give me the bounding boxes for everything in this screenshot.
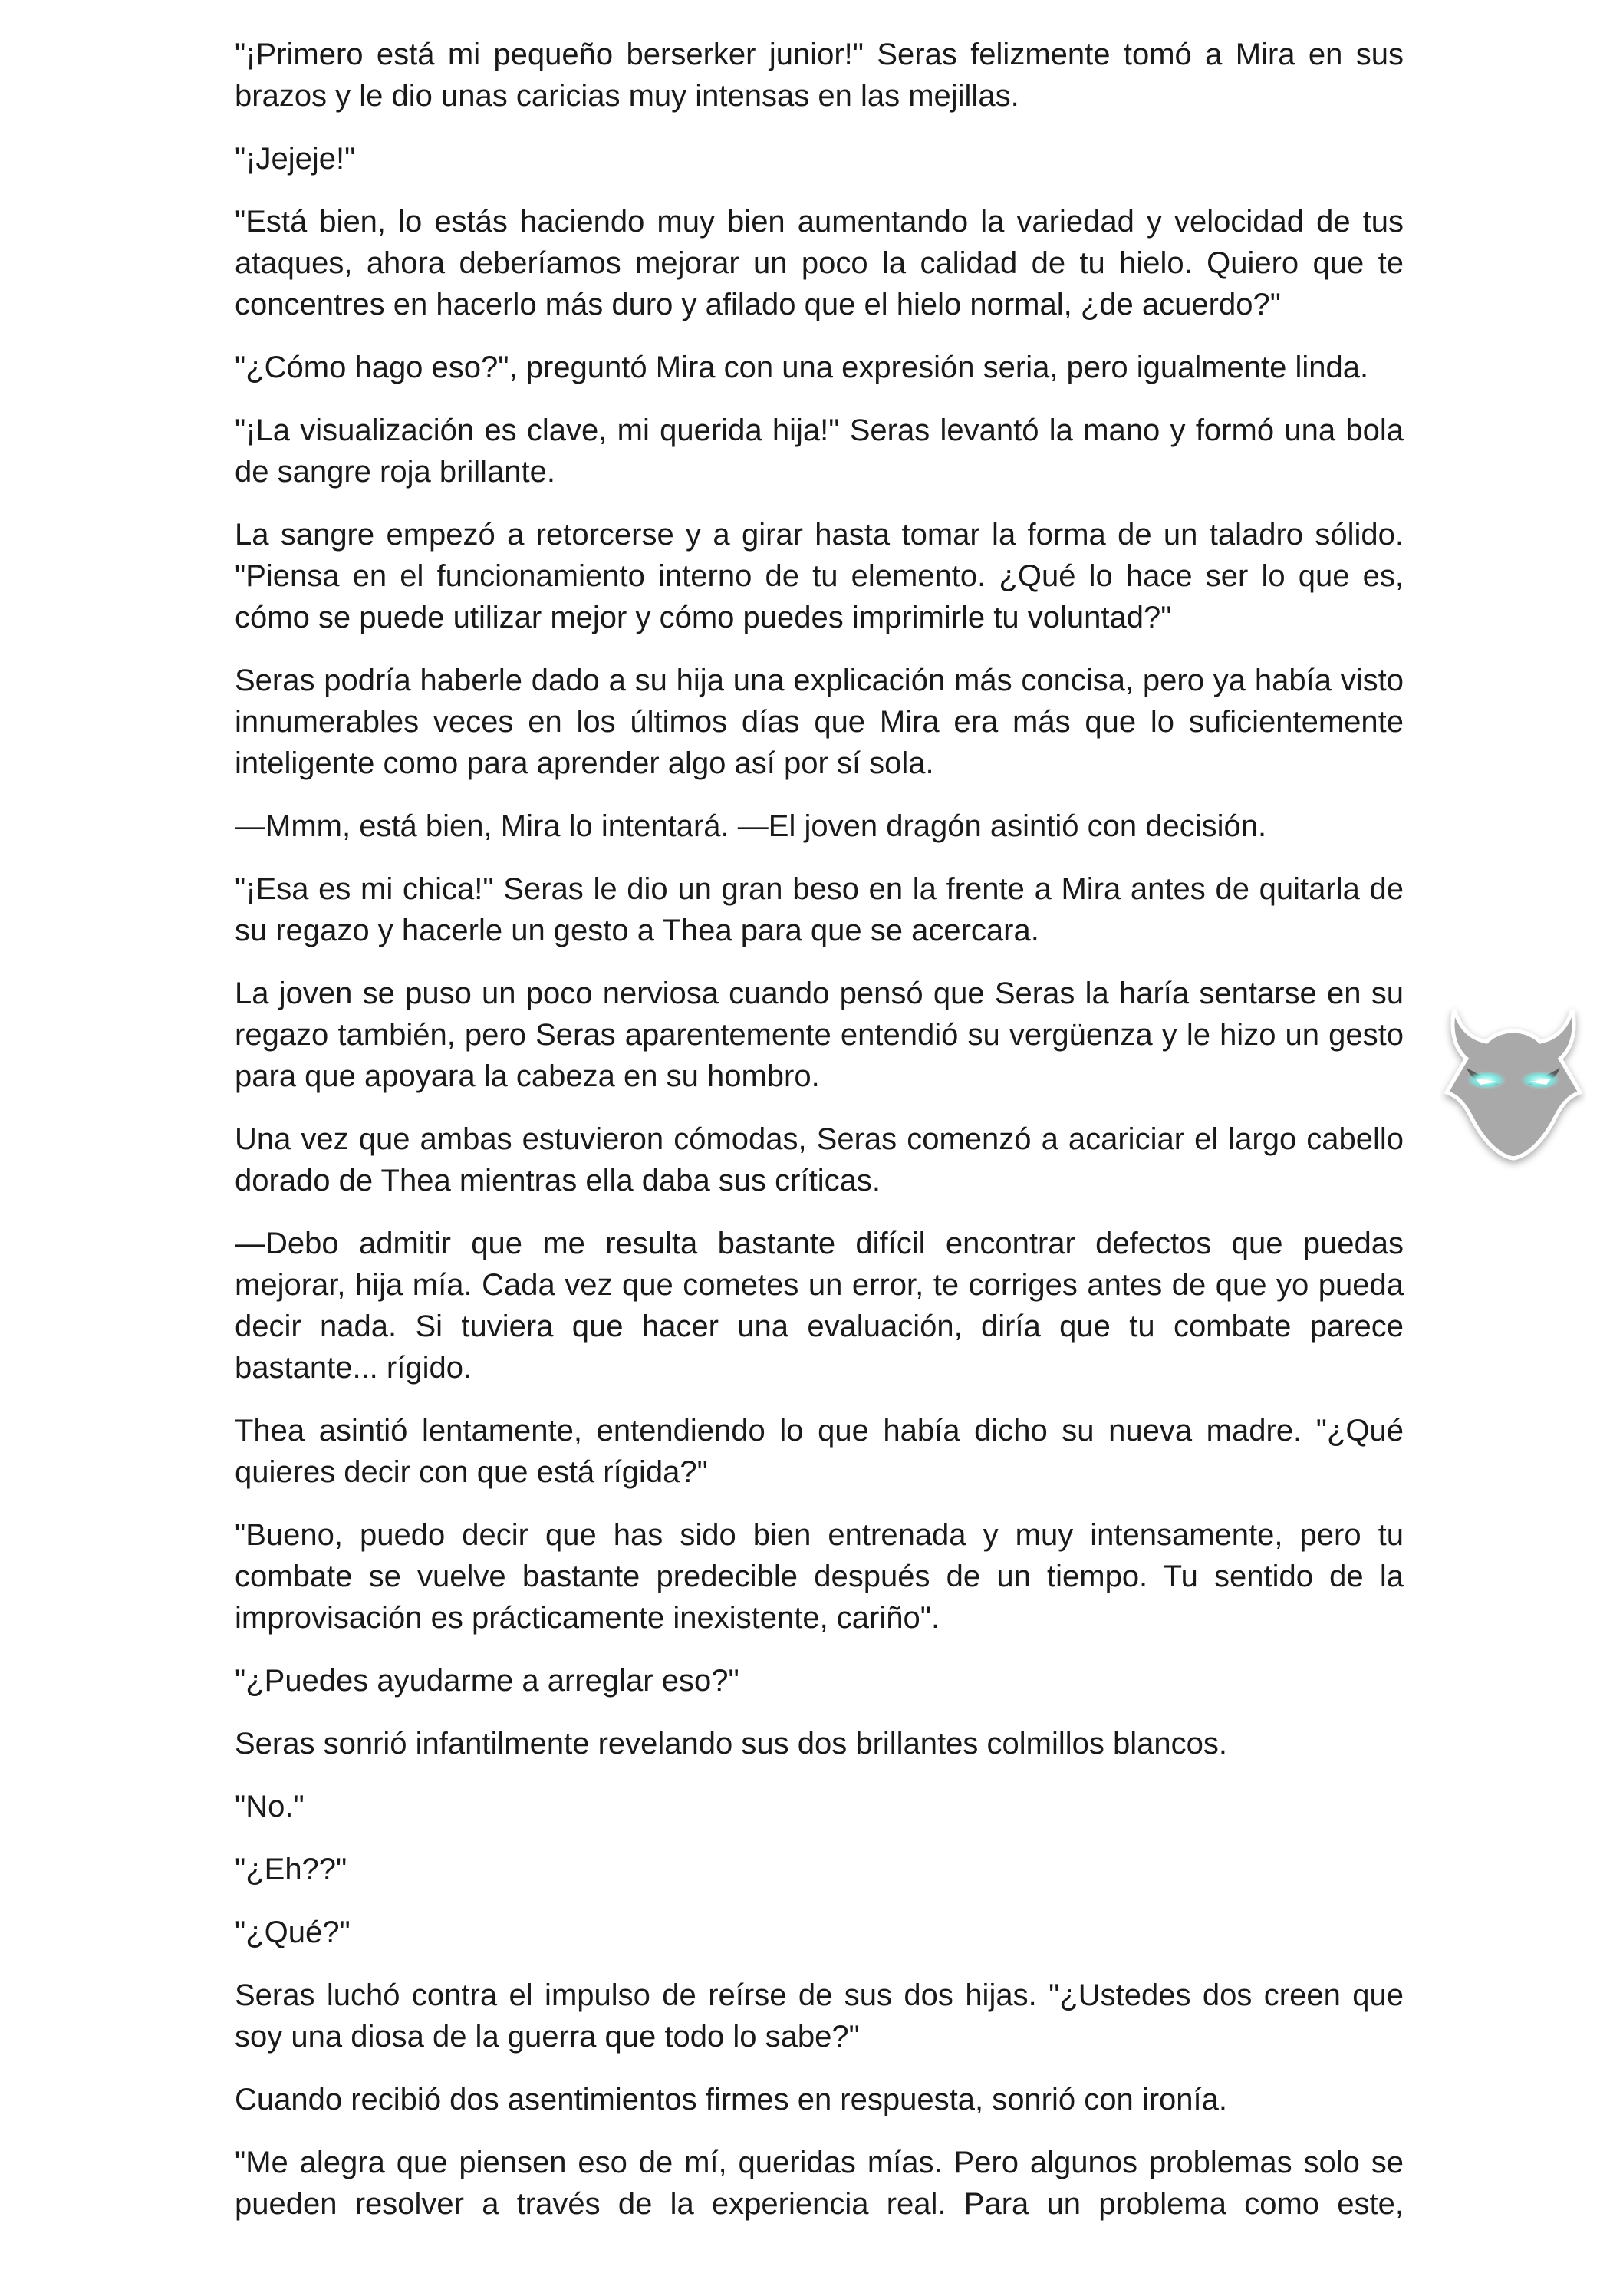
document-body <box>235 34 1404 2225</box>
paragraph: "¡La visualización es clave, mi querida hija!" Seras levantó la mano y formó una bola de sangre roja brillante. <box>235 413 1404 489</box>
paragraph: —Mmm, está bien, Mira lo intentará. —El joven dragón asintió con decisión. <box>235 809 1267 843</box>
paragraph: "No." <box>235 1790 305 1823</box>
paragraph: "¿Puedes ayudarme a arreglar eso?" <box>235 1664 739 1698</box>
paragraph: La joven se puso un poco nerviosa cuando pensó que Seras la haría sentarse en su regazo también, pero Seras aparentemente entendió su vergüenza y le hizo un gesto para que apoyara la cabeza en su hombro. <box>235 977 1404 1093</box>
paragraph: Seras luchó contra el impulso de reírse de sus dos hijas. "¿Ustedes dos creen que soy una diosa de la guerra que todo lo sabe?" <box>235 1978 1404 2054</box>
paragraph: "¿Cómo hago eso?", preguntó Mira con una expresión seria, pero igualmente linda. <box>235 351 1369 384</box>
paragraph: Thea asintió lentamente, entendiendo lo que había dicho su nueva madre. "¿Qué quieres decir con que está rígida?" <box>235 1414 1404 1489</box>
paragraph: "Me alegra que piensen eso de mí, queridas mías. Pero algunos problemas solo se pueden resolver a través de la experiencia real. Para un problema como este, <box>235 2146 1404 2221</box>
paragraph: "¡Jejeje!" <box>235 142 356 176</box>
paragraph: La sangre empezó a retorcerse y a girar hasta tomar la forma de un taladro sólido. "Piensa en el funcionamiento interno de tu elemento. ¿Qué lo hace ser lo que es, cómo se puede utilizar mejor y cómo puedes imprimirle tu voluntad?" <box>235 518 1404 634</box>
paragraph: —Debo admitir que me resulta bastante difícil encontrar defectos que puedas mejorar, hija mía. Cada vez que cometes un error, te corriges antes de que yo pueda decir nada. Si tuviera que hacer una evaluación, diría que tu combate parece bastante... rígido. <box>235 1227 1404 1385</box>
paragraph: Cuando recibió dos asentimientos firmes en respuesta, sonrió con ironía. <box>235 2083 1228 2116</box>
paragraph: "¿Eh??" <box>235 1853 347 1886</box>
paragraph: Seras podría haberle dado a su hija una explicación más concisa, pero ya había visto innumerables veces en los últimos días que Mira era más que lo suficientemente inteligente como para aprender algo así por sí sola. <box>235 664 1404 780</box>
paragraph: "Bueno, puedo decir que has sido bien entrenada y muy intensamente, pero tu combate se vuelve bastante predecible después de un tiempo. Tu sentido de la improvisación es prácticamente inexistente, cariño". <box>235 1518 1404 1635</box>
paragraph: Una vez que ambas estuvieron cómodas, Seras comenzó a acariciar el largo cabello dorado de Thea mientras ella daba sus críticas. <box>235 1122 1404 1197</box>
paragraph: Seras sonrió infantilmente revelando sus dos brillantes colmillos blancos. <box>235 1727 1227 1761</box>
paragraph: "¿Qué?" <box>235 1916 351 1949</box>
paragraph: "¡Primero está mi pequeño berserker junior!" Seras felizmente tomó a Mira en sus brazos y le dio unas caricias muy intensas en las mejillas. <box>235 38 1404 113</box>
paragraph: "¡Esa es mi chica!" Seras le dio un gran beso en la frente a Mira antes de quitarla de su regazo y hacerle un gesto a Thea para que se acercara. <box>235 872 1404 947</box>
demon-head-icon <box>1440 994 1586 1171</box>
paragraph: "Está bien, lo estás haciendo muy bien aumentando la variedad y velocidad de tus ataques, ahora deberíamos mejorar un poco la calidad de tu hielo. Quiero que te concentres en hacerlo más duro y afilado que el hielo normal, ¿de acuerdo?" <box>235 205 1404 321</box>
